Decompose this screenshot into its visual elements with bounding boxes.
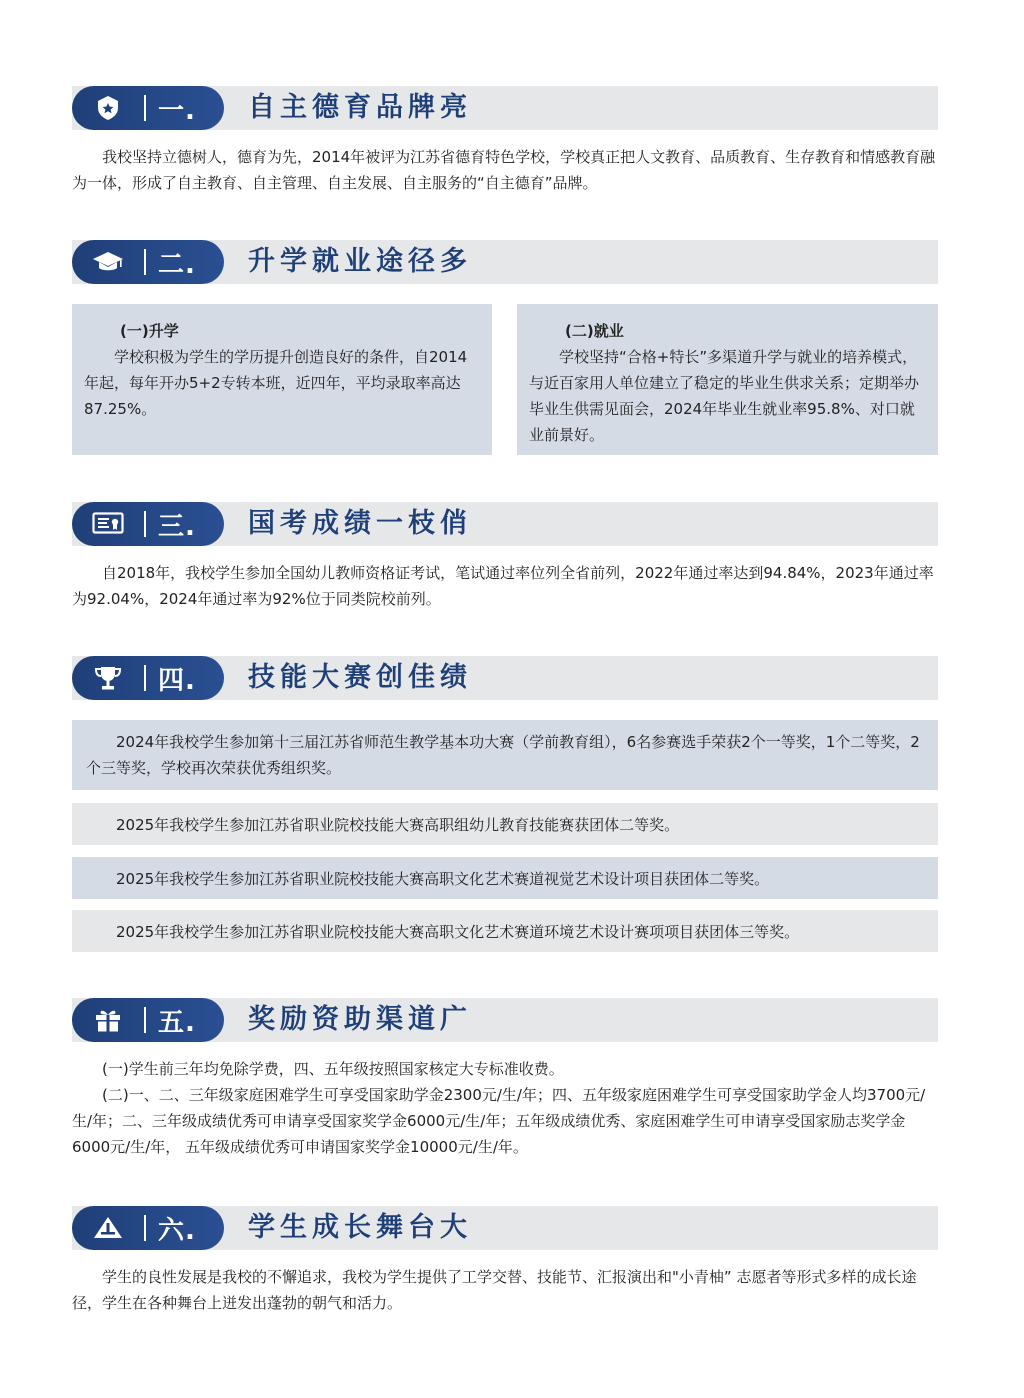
section-header-5 <box>72 998 938 1042</box>
section-header-2 <box>72 240 938 284</box>
section-number: 一. <box>158 95 196 126</box>
section-paragraph: (二)一、二、三年级家庭困难学生可享受国家助学金2300元/生/年；四、五年级家庭困难学生可享受国家助学金人均3700元/生/年；二、三年级成绩优秀可申请享受国家奖学金6000元/生/年；五年级成绩优秀、家庭困难学生可申请享受国家励志奖学金6000元/生/年， 五年级成绩优秀可申请国家奖学金10000元/生/年。 <box>72 1086 926 1156</box>
section-header-3 <box>72 502 938 546</box>
box-text: 学校积极为学生的学历提升创造良好的条件，自2014年起，每年开办5+2专转本班，近四年，平均录取率高达87.25%。 <box>84 348 468 418</box>
section-number: 五. <box>158 1007 196 1038</box>
award-item: 2025年我校学生参加江苏省职业院校技能大赛高职组幼儿教育技能赛获团体二等奖。 <box>72 803 938 845</box>
shield-star-icon <box>72 86 144 130</box>
section-title: 技能大赛创佳绩 <box>248 662 472 693</box>
stage-icon <box>72 1206 144 1250</box>
award-item: 2025年我校学生参加江苏省职业院校技能大赛高职文化艺术赛道环境艺术设计赛项项目获团体三等奖。 <box>72 910 938 952</box>
section-number-pill <box>72 86 224 130</box>
award-item: 2025年我校学生参加江苏省职业院校技能大赛高职文化艺术赛道视觉艺术设计项目获团体二等奖。 <box>72 857 938 899</box>
section-title: 升学就业途径多 <box>248 246 472 277</box>
section-header-4 <box>72 656 938 700</box>
info-box-shengxue <box>72 304 492 455</box>
box-title: (一)升学 <box>120 322 179 340</box>
section-number-pill <box>72 656 224 700</box>
section-title: 奖励资助渠道广 <box>248 1004 472 1035</box>
gift-icon <box>72 998 144 1042</box>
section-number: 三. <box>158 511 196 542</box>
box-title: (二)就业 <box>565 322 624 340</box>
section-header-6 <box>72 1206 938 1250</box>
section-paragraph: 自2018年，我校学生参加全国幼儿教师资格证考试，笔试通过率位列全省前列，2022年通过率达到94.84%，2023年通过率为92.04%，2024年通过率为92%位于同类院校前列。 <box>72 564 934 608</box>
box-text: 学校坚持“合格+特长”多渠道升学与就业的培养模式，与近百家用人单位建立了稳定的毕业生供求关系；定期举办毕业生供需见面会，2024年毕业生就业率95.8%、对口就业前景好。 <box>529 348 920 444</box>
section-paragraph: (一)学生前三年均免除学费，四、五年级按照国家核定大专标准收费。 <box>102 1060 564 1078</box>
graduation-cap-icon <box>72 240 144 284</box>
section-number-pill <box>72 240 224 284</box>
award-item: 2024年我校学生参加第十三届江苏省师范生教学基本功大赛（学前教育组），6名参赛选手荣获2个一等奖，1个二等奖，2个三等奖，学校再次荣获优秀组织奖。 <box>72 720 938 790</box>
section-title: 自主德育品牌亮 <box>248 92 472 123</box>
info-box-jiuye <box>517 304 938 455</box>
section-paragraph: 学生的良性发展是我校的不懈追求，我校为学生提供了工学交替、技能节、汇报演出和"小青柚” 志愿者等形式多样的成长途径，学生在各种舞台上迸发出蓬勃的朝气和活力。 <box>72 1268 917 1312</box>
section-title: 国考成绩一枝俏 <box>248 508 472 539</box>
section-number-pill <box>72 998 224 1042</box>
section-number: 六. <box>158 1215 196 1246</box>
section-number: 二. <box>158 249 196 280</box>
section-number-pill <box>72 502 224 546</box>
trophy-icon <box>72 656 144 700</box>
section-number-pill <box>72 1206 224 1250</box>
section-title: 学生成长舞台大 <box>248 1212 472 1243</box>
section-header-1 <box>72 86 938 130</box>
certificate-icon <box>72 502 144 546</box>
section-paragraph: 我校坚持立德树人，德育为先，2014年被评为江苏省德育特色学校，学校真正把人文教育、品质教育、生存教育和情感教育融为一体，形成了自主教育、自主管理、自主发展、自主服务的“自主德育”品牌。 <box>72 148 936 192</box>
section-number: 四. <box>158 665 196 696</box>
